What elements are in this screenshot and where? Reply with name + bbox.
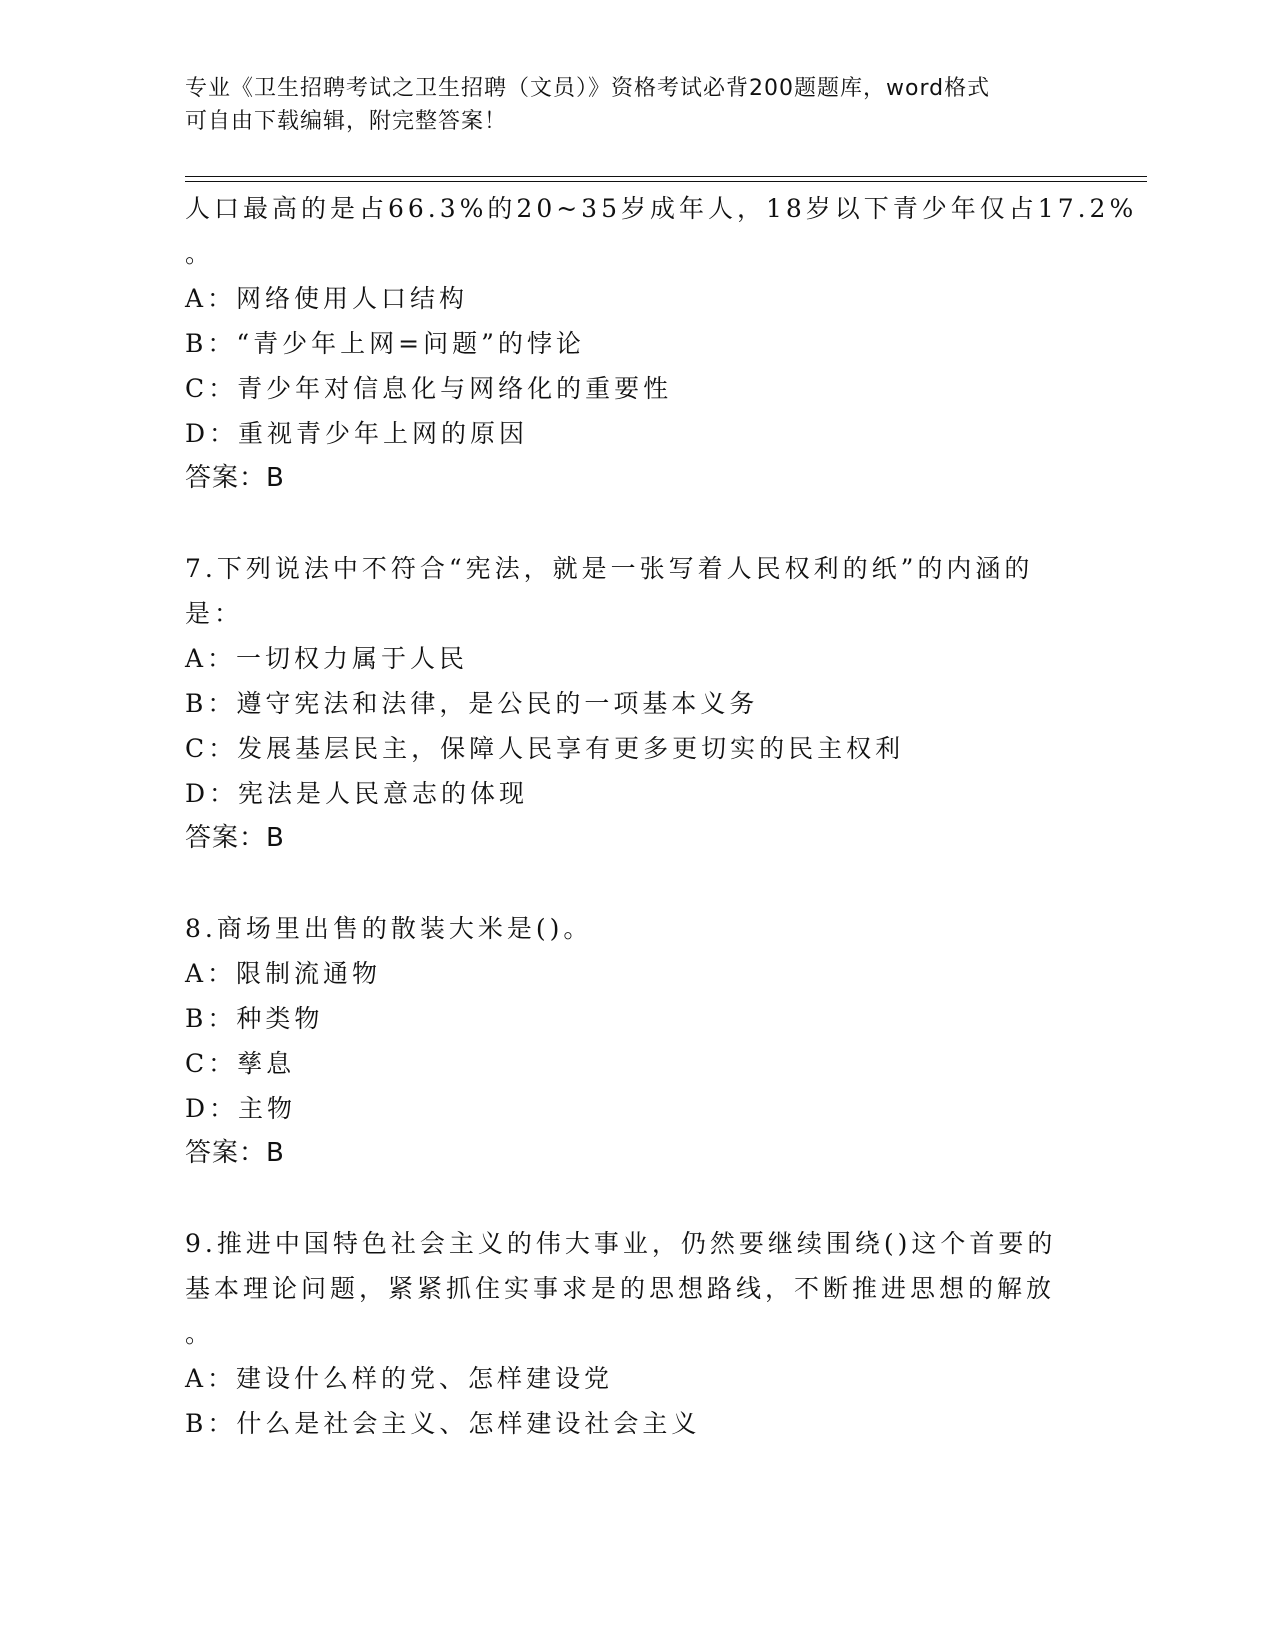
header-line-2: 可自由下载编辑，附完整答案！ bbox=[185, 109, 508, 134]
question-stem-line: 7.下列说法中不符合“宪法，就是一张写着人民权利的纸”的内涵的 bbox=[185, 554, 1034, 583]
question-stem-line: 是： bbox=[185, 599, 244, 628]
option-a: A：限制流通物 bbox=[185, 959, 382, 988]
question-list bbox=[185, 186, 1138, 1446]
question-stem-line: 8.商场里出售的散装大米是()。 bbox=[185, 914, 593, 943]
question-spacer bbox=[185, 861, 1085, 906]
option-b: B：种类物 bbox=[185, 1004, 324, 1033]
option-a: A：建设什么样的党、怎样建设党 bbox=[185, 1364, 614, 1393]
option-b: B：“青少年上网=问题”的悖论 bbox=[185, 329, 585, 358]
question-stem-line: 。 bbox=[185, 239, 215, 268]
answer: 答案：B bbox=[185, 1138, 285, 1168]
question-stem-line: 人口最高的是占66.3%的20~35岁成年人，18岁以下青少年仅占17.2% bbox=[185, 194, 1138, 223]
header-divider-top bbox=[185, 176, 1147, 177]
question-stem-line: 基本理论问题，紧紧抓住实事求是的思想路线，不断推进思想的解放 bbox=[185, 1274, 1056, 1303]
question-8 bbox=[185, 906, 1085, 1176]
option-c: C：发展基层民主，保障人民享有更多更切实的民主权利 bbox=[185, 734, 905, 763]
header-line-1: 专业《卫生招聘考试之卫生招聘（文员）》资格考试必背200题题库，word格式 bbox=[185, 76, 991, 101]
answer: 答案：B bbox=[185, 463, 285, 493]
option-a: A：网络使用人口结构 bbox=[185, 284, 469, 313]
header-divider-bottom bbox=[185, 181, 1147, 182]
question-6 bbox=[185, 186, 1138, 501]
answer: 答案：B bbox=[185, 823, 285, 853]
option-c: C：青少年对信息化与网络化的重要性 bbox=[185, 374, 673, 403]
option-d: D：宪法是人民意志的体现 bbox=[185, 779, 529, 808]
question-stem-line: 。 bbox=[185, 1319, 215, 1348]
question-7 bbox=[185, 546, 1085, 861]
question-9 bbox=[185, 1221, 1085, 1446]
option-d: D：主物 bbox=[185, 1094, 297, 1123]
option-c: C：孳息 bbox=[185, 1049, 296, 1078]
option-b: B：遵守宪法和法律，是公民的一项基本义务 bbox=[185, 689, 759, 718]
option-d: D：重视青少年上网的原因 bbox=[185, 419, 529, 448]
question-spacer bbox=[185, 501, 1085, 546]
question-spacer bbox=[185, 1176, 1085, 1221]
question-stem-line: 9.推进中国特色社会主义的伟大事业，仍然要继续围绕()这个首要的 bbox=[185, 1229, 1057, 1258]
option-b: B：什么是社会主义、怎样建设社会主义 bbox=[185, 1409, 701, 1438]
document-header bbox=[185, 72, 1065, 138]
option-a: A：一切权力属于人民 bbox=[185, 644, 469, 673]
